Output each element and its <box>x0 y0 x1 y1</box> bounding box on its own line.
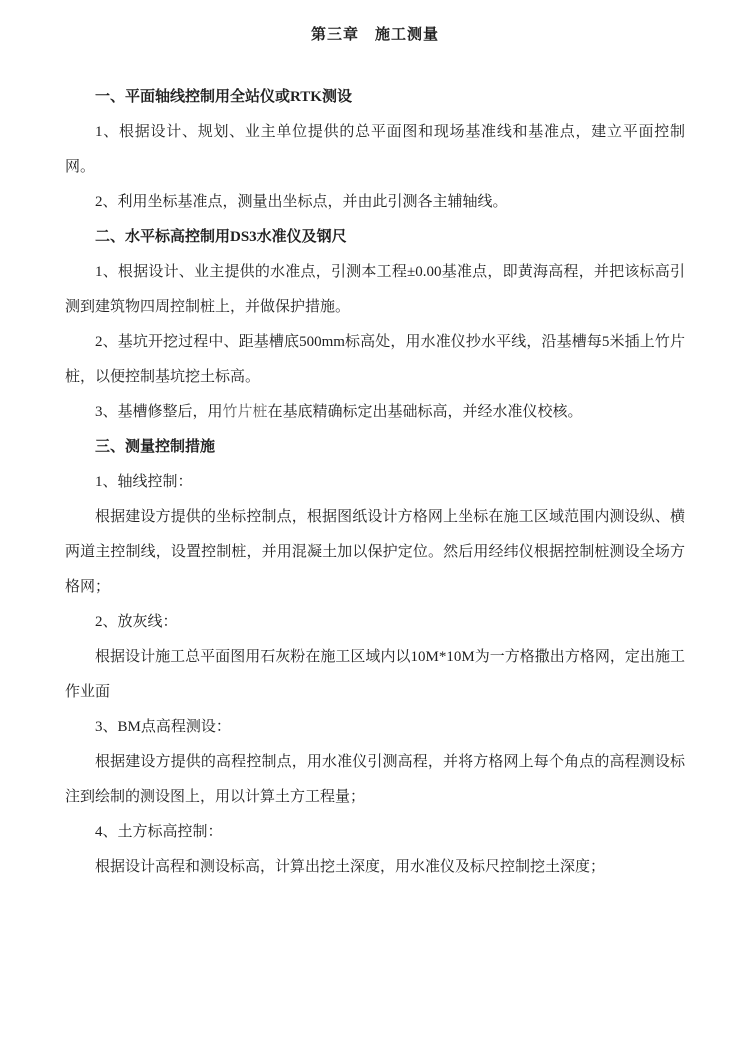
text-segment: 3、基槽修整后，用 <box>95 404 223 420</box>
paragraph <box>65 395 685 430</box>
text-segment: 1、轴线控制： <box>95 474 193 490</box>
section-heading <box>65 80 685 115</box>
paragraph <box>65 500 685 605</box>
text-segment: 4、土方标高控制： <box>95 824 223 840</box>
text-segment: 根据建设方提供的坐标控制点，根据图纸设计方格网上坐标在施工区域范围内测设纵、横两道主控制线，设置控制桩，并用混凝土加以保护定位。然后用经纬仪根据控制桩测设全场方格网； <box>65 509 685 595</box>
paragraph <box>65 815 685 850</box>
text-segment: 根据设计高程和测设标高，计算出挖土深度，用水准仪及标尺控制挖土深度； <box>95 859 606 875</box>
section-heading <box>65 430 685 465</box>
paragraph <box>65 605 685 640</box>
text-segment: 2、放灰线： <box>95 614 178 630</box>
text-segment: 根据设计施工总平面图用石灰粉在施工区域内以10M*10M为一方格撒出方格网，定出施工作业面 <box>65 649 685 700</box>
text-segment: 3、BM点高程测设： <box>95 719 231 735</box>
text-segment: 根据建设方提供的高程控制点，用水准仪引测高程，并将方格网上每个角点的高程测设标注到绘制的测设图上，用以计算土方工程量； <box>65 754 685 805</box>
text-segment: 在基底精确标定出基础标高，并经水准仪校核。 <box>267 404 583 420</box>
text-segment: 三、测量控制措施 <box>95 439 216 455</box>
text-segment: 竹片桩 <box>222 404 268 420</box>
text-segment: 1、根据设计、业主提供的水准点，引测本工程±0.00基准点，即黄海高程，并把该标高引测到建筑物四周控制桩上，并做保护措施。 <box>65 264 685 315</box>
paragraph <box>65 185 685 220</box>
text-segment: 2、利用坐标基准点，测量出坐标点，并由此引测各主辅轴线。 <box>95 194 508 210</box>
section-heading <box>65 220 685 255</box>
paragraph <box>65 325 685 395</box>
text-segment: 2、基坑开挖过程中、距基槽底500mm标高处，用水准仪抄水平线，沿基槽每5米插上竹片桩，以便控制基坑挖土标高。 <box>65 334 685 385</box>
document-body <box>65 80 685 885</box>
text-segment: 二、水平标高控制用DS3水准仪及钢尺 <box>95 229 347 245</box>
paragraph <box>65 640 685 710</box>
chapter-title: 第三章 施工测量 <box>310 27 439 43</box>
paragraph <box>65 115 685 185</box>
text-segment: 1、根据设计、规划、业主单位提供的总平面图和现场基准线和基准点，建立平面控制网。 <box>65 124 685 175</box>
text-segment: 一、平面轴线控制用全站仪或RTK测设 <box>95 89 352 105</box>
paragraph <box>65 255 685 325</box>
paragraph <box>65 850 685 885</box>
paragraph <box>65 745 685 815</box>
paragraph <box>65 710 685 745</box>
paragraph <box>65 465 685 500</box>
